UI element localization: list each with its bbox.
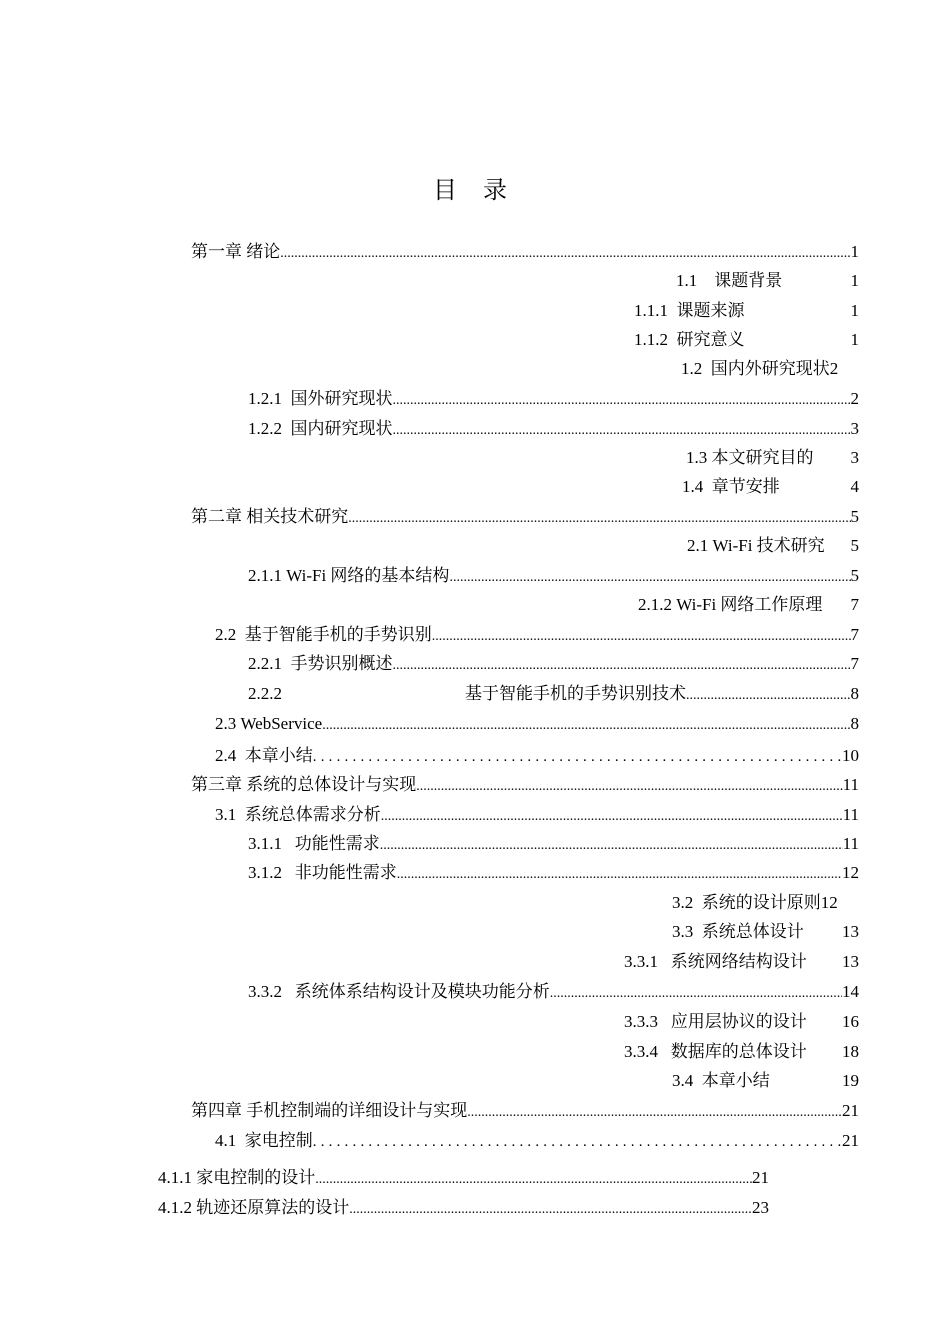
dot-leader (280, 242, 850, 266)
toc-entry[interactable] (215, 623, 859, 647)
toc-entry-text: 第三章 系统的总体设计与实现 (191, 775, 417, 794)
toc-entry-page: 7 (850, 595, 859, 614)
toc-entry[interactable] (634, 328, 859, 352)
toc-entry-text: 基于智能手机的手势识别 (244, 625, 432, 644)
toc-entry-text: 功能性需求 (294, 834, 380, 853)
toc-entry-page: 12 (820, 893, 838, 912)
toc-entry-text: 家电控制 (244, 1131, 313, 1150)
toc-entry-text: 第二章 相关技术研究 (191, 507, 349, 526)
toc-entry-page: 5 (850, 507, 859, 526)
toc-entry-page: 8 (850, 684, 859, 703)
toc-entry[interactable] (634, 299, 859, 323)
dot-leader (348, 507, 850, 531)
dot-leader (380, 834, 843, 858)
toc-entry[interactable] (248, 861, 859, 885)
toc-entry-page: 23 (752, 1198, 769, 1217)
toc-entry-text: 本文研究目的 (711, 448, 814, 467)
toc-entry[interactable] (672, 891, 859, 915)
toc-entry-page: 3 (850, 448, 859, 467)
toc-entry-page: 2 (829, 359, 839, 378)
toc-entry-text: 基于智能手机的手势识别技术 (465, 684, 686, 703)
toc-entry[interactable] (624, 1040, 859, 1064)
dot-leader (393, 389, 851, 413)
toc-entry-number: 1.1.1 (634, 301, 668, 320)
dot-leader (449, 566, 850, 590)
toc-entry-page: 5 (850, 536, 859, 555)
toc-entry[interactable] (215, 803, 859, 827)
toc-entry-text: 课题来源 (676, 301, 745, 320)
toc-entry[interactable] (191, 240, 859, 264)
toc-entry-text: 系统总体需求分析 (244, 805, 381, 824)
toc-entry-page: 7 (850, 625, 859, 644)
toc-entry-number: 1.1.2 (634, 330, 668, 349)
toc-entry-text: WebService (240, 714, 323, 733)
toc-entry-number: 1.3 (686, 448, 708, 467)
toc-entry-number: 2.3 (215, 714, 237, 733)
toc-entry[interactable] (248, 682, 859, 706)
toc-entry-text: 课题背景 (714, 271, 783, 290)
toc-entry[interactable] (215, 744, 859, 768)
toc-entry[interactable] (672, 1069, 859, 1093)
toc-entry-text: Wi-Fi 技术研究 (712, 536, 825, 555)
dot-leader (416, 775, 842, 799)
toc-entry-page: 13 (842, 922, 859, 941)
toc-entry-page: 14 (842, 982, 859, 1001)
toc-entry-number: 2.1.2 (638, 595, 672, 614)
toc-entry-page: 8 (850, 714, 859, 733)
toc-entry[interactable] (248, 652, 859, 676)
toc-entry-text: Wi-Fi 网络的基本结构 (286, 566, 450, 585)
toc-entry[interactable] (248, 980, 859, 1004)
toc-entry-page: 2 (850, 389, 859, 408)
toc-entry[interactable] (215, 1129, 859, 1153)
toc-entry-page: 21 (842, 1101, 859, 1120)
toc-entry[interactable] (687, 534, 859, 558)
toc-entry[interactable] (638, 593, 859, 617)
toc-entry-number: 4.1 (215, 1131, 237, 1150)
toc-entry-text: 研究意义 (676, 330, 745, 349)
toc-entry-number: 3.3.1 (624, 952, 658, 971)
toc-entry-text: 应用层协议的设计 (670, 1012, 807, 1031)
toc-entry-page: 11 (842, 775, 859, 794)
dot-leader (397, 863, 842, 887)
toc-entry[interactable] (158, 1166, 769, 1190)
dot-leader (315, 1168, 752, 1192)
dot-leader (393, 654, 851, 678)
toc-entry-number: 3.2 (672, 893, 694, 912)
dot-leader (467, 1101, 842, 1125)
toc-entry-page: 7 (850, 654, 859, 673)
toc-entry-number: 4.1.1 (158, 1168, 192, 1187)
toc-entry-text: 本章小结 (244, 746, 313, 765)
toc-entry-page: 12 (842, 863, 859, 882)
toc-entry-page: 16 (842, 1012, 859, 1031)
toc-entry-page: 21 (842, 1131, 859, 1150)
dot-leader (313, 745, 842, 769)
toc-entry-number: 1.2.2 (248, 419, 282, 438)
toc-entry-page: 10 (842, 746, 859, 765)
toc-entry-number: 1.2.1 (248, 389, 282, 408)
toc-entry[interactable] (248, 564, 859, 588)
toc-entry-number: 4.1.2 (158, 1198, 192, 1217)
dot-leader (393, 419, 851, 443)
toc-entry[interactable] (686, 446, 859, 470)
toc-entry-number: 3.1.1 (248, 834, 282, 853)
toc-entry-text: 数据库的总体设计 (670, 1042, 807, 1061)
toc-entry-number: 3.3.2 (248, 982, 282, 1001)
toc-entry-page: 1 (850, 242, 859, 261)
toc-entry-text: Wi-Fi 网络工作原理 (676, 595, 823, 614)
dot-leader (322, 714, 850, 738)
toc-entry[interactable] (191, 1099, 859, 1123)
toc-entry-number: 2.4 (215, 746, 237, 765)
toc-entry-text: 国外研究现状 (290, 389, 393, 408)
toc-entry-page: 21 (752, 1168, 769, 1187)
toc-entry-page: 19 (842, 1071, 859, 1090)
toc-entry-text: 国内研究现状 (290, 419, 393, 438)
toc-entry[interactable] (191, 505, 859, 529)
toc-entry-text: 章节安排 (711, 477, 780, 496)
toc-entry-page: 5 (850, 566, 859, 585)
toc-entry[interactable] (624, 950, 859, 974)
toc-entry-number: 1.4 (682, 477, 704, 496)
toc-entry-page: 4 (850, 477, 859, 496)
dot-leader (550, 982, 842, 1006)
dot-leader (313, 1130, 842, 1154)
toc-entry-page: 18 (842, 1042, 859, 1061)
toc-entry[interactable] (191, 773, 859, 797)
toc-title: 目 录 (433, 178, 517, 204)
toc-entry-page: 11 (842, 834, 859, 853)
toc-entry-text: 第一章 绪论 (191, 242, 281, 261)
toc-entry-page: 1 (850, 330, 859, 349)
toc-entry-number: 2.1 (687, 536, 709, 555)
toc-entry-text: 系统网络结构设计 (670, 952, 807, 971)
dot-leader (432, 625, 851, 649)
toc-entry[interactable] (248, 832, 859, 856)
toc-entry-text: 轨迹还原算法的设计 (196, 1198, 350, 1217)
toc-entry-text: 第四章 手机控制端的详细设计与实现 (191, 1101, 468, 1120)
toc-entry-page: 1 (850, 301, 859, 320)
toc-entry[interactable] (158, 1196, 769, 1220)
toc-entry-number: 2.2 (215, 625, 237, 644)
toc-entry-number: 2.1.1 (248, 566, 282, 585)
toc-entry-text: 系统的设计原则 (701, 893, 821, 912)
toc-entry[interactable] (248, 387, 859, 411)
toc-entry-number: 3.4 (672, 1071, 694, 1090)
toc-entry-number: 3.3 (672, 922, 694, 941)
toc-entry-number: 3.1 (215, 805, 237, 824)
dot-leader (686, 684, 851, 708)
toc-entry-number: 3.1.2 (248, 863, 282, 882)
toc-entry[interactable] (672, 920, 859, 944)
toc-entry-text: 国内外研究现状 (710, 359, 830, 378)
toc-entry-number: 2.2.1 (248, 654, 282, 673)
dot-leader (349, 1198, 752, 1222)
toc-entry-text: 手势识别概述 (290, 654, 393, 673)
toc-entry[interactable] (676, 269, 859, 293)
toc-entry-text: 非功能性需求 (294, 863, 397, 882)
toc-entry[interactable] (681, 357, 859, 381)
toc-entry-page: 11 (842, 805, 859, 824)
toc-entry-number: 3.3.3 (624, 1012, 658, 1031)
toc-entry[interactable] (215, 712, 859, 736)
toc-entry-page: 1 (850, 271, 859, 290)
toc-entry[interactable] (682, 475, 859, 499)
toc-entry-page: 3 (850, 419, 859, 438)
toc-entry-page: 13 (842, 952, 859, 971)
toc-entry[interactable] (248, 417, 859, 441)
toc-entry-text: 家电控制的设计 (196, 1168, 316, 1187)
toc-entry-text: 系统体系结构设计及模块功能分析 (294, 982, 550, 1001)
dot-leader (381, 805, 843, 829)
toc-entry-text: 本章小结 (701, 1071, 770, 1090)
toc-entry-number: 2.2.2 (248, 684, 282, 703)
toc-entry-number: 3.3.4 (624, 1042, 658, 1061)
toc-entry-number: 1.2 (681, 359, 703, 378)
toc-entry[interactable] (624, 1010, 859, 1034)
toc-entry-text: 系统总体设计 (701, 922, 804, 941)
toc-entry-number: 1.1 (676, 271, 698, 290)
